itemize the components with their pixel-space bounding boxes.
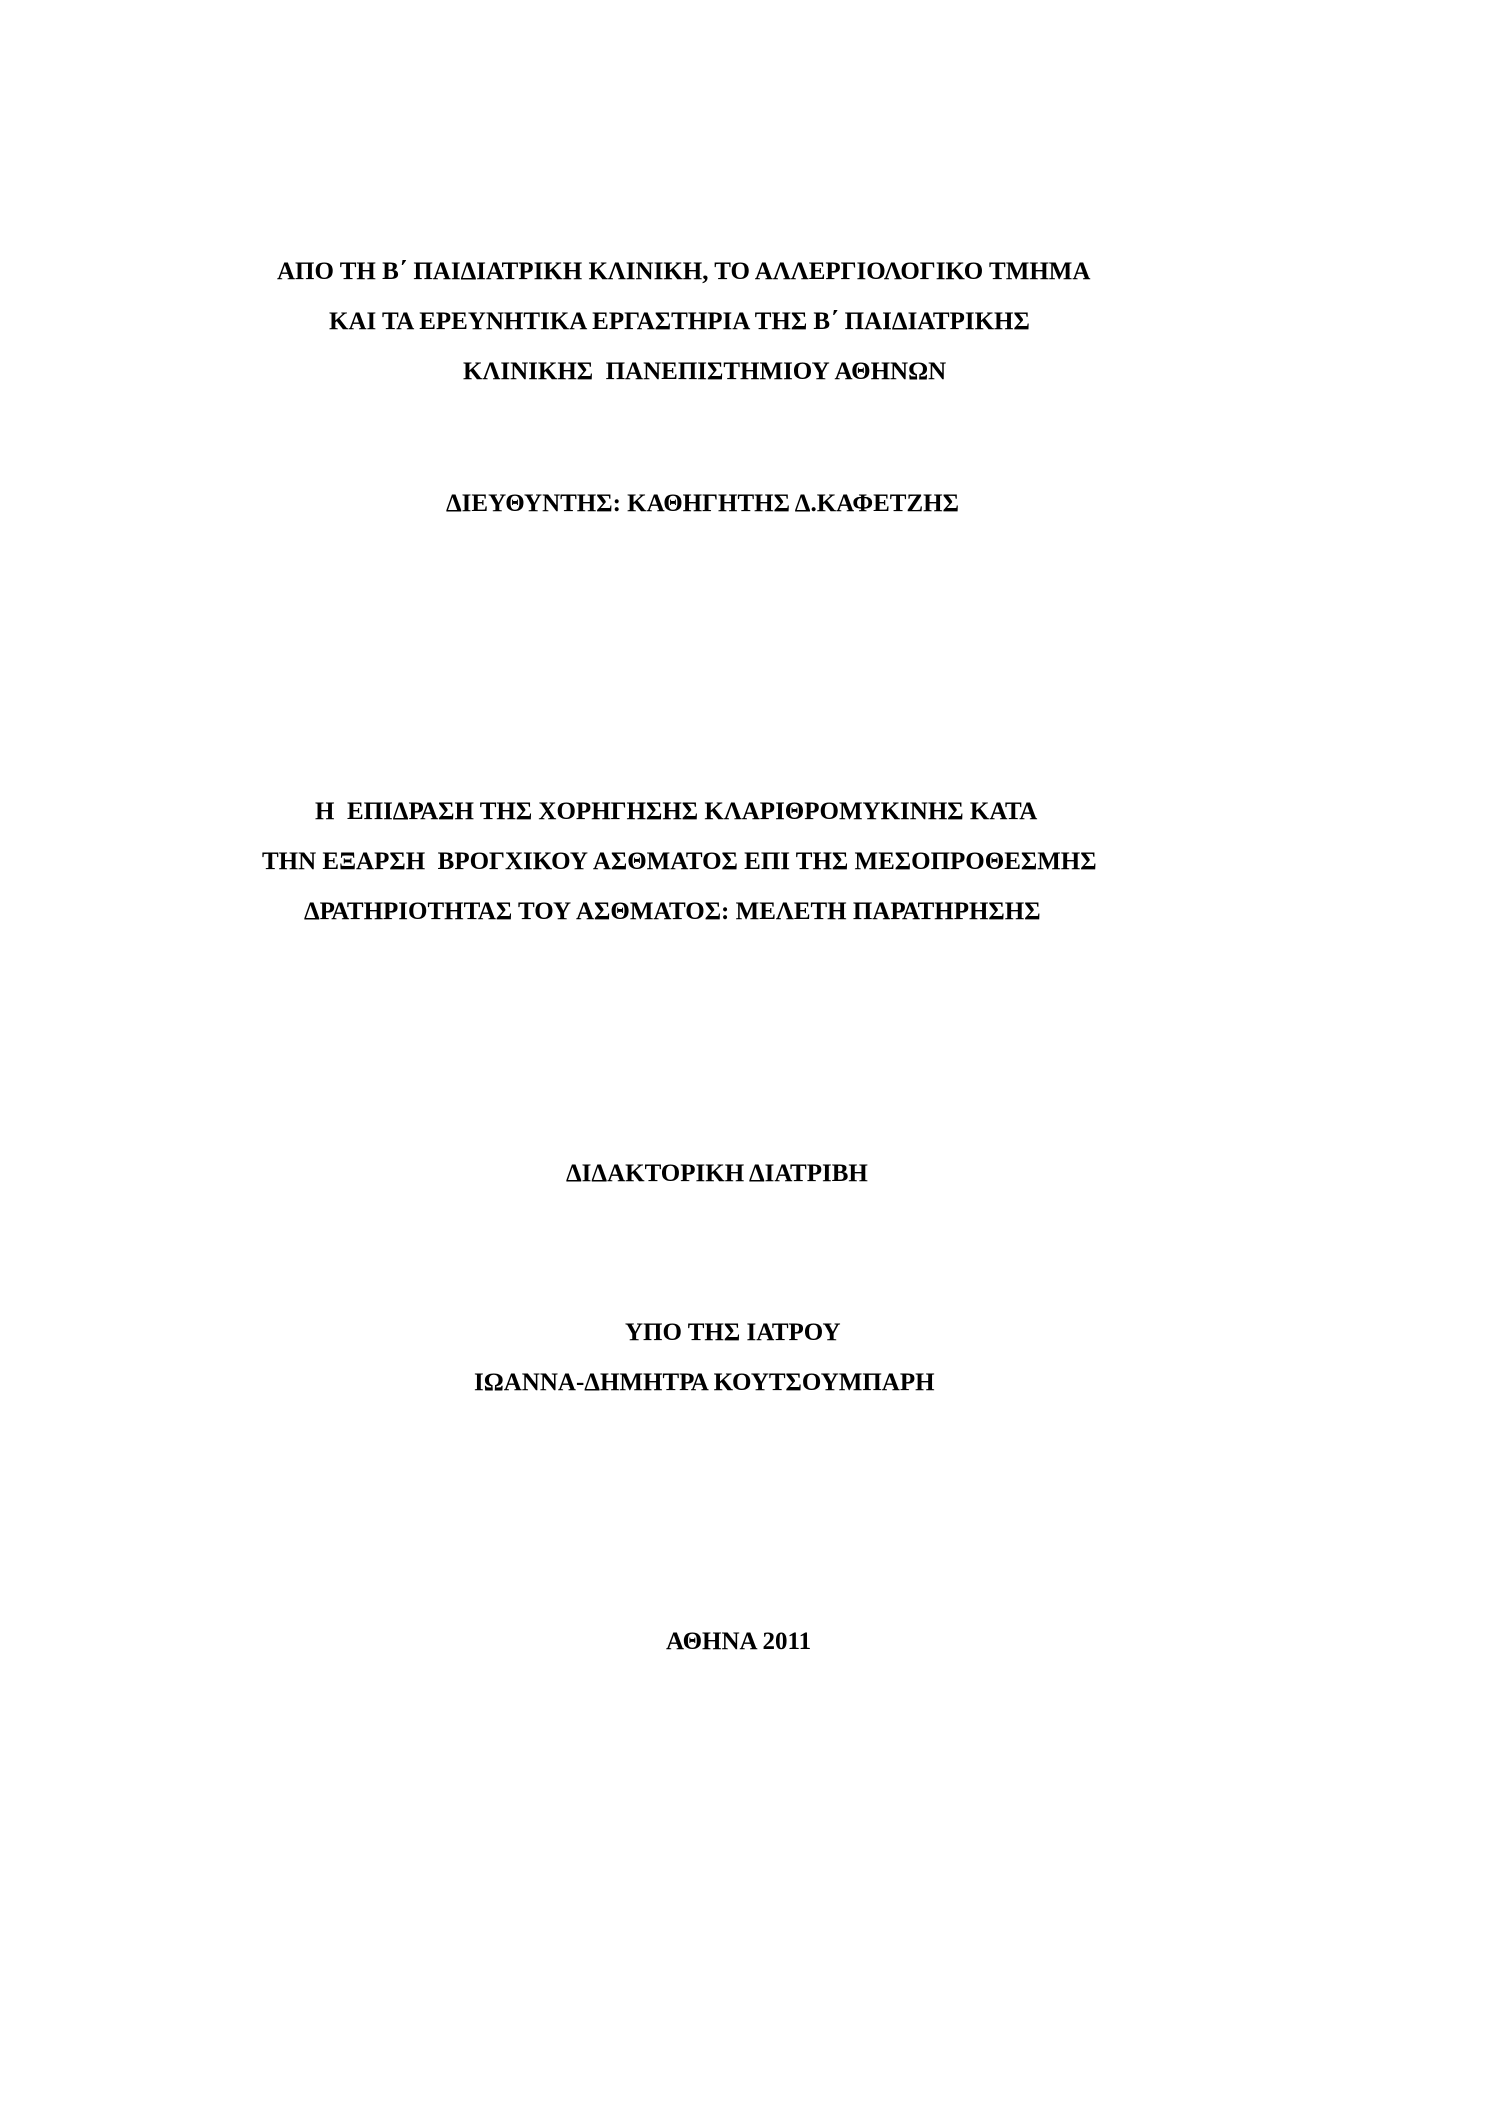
thesis-type: ΔΙΔΑΚΤΟΡΙΚΗ ΔΙΑΤΡΙΒΗ [566,1160,868,1187]
institution-line-2: ΚΑΙ ΤΑ ΕΡΕΥΝΗΤΙΚΑ ΕΡΓΑΣΤΗΡΙΑ ΤΗΣ Β΄ ΠΑΙΔΙΑΤΡΙΚΗΣ [329,308,1030,335]
director-line: ΔΙΕΥΘΥΝΤΗΣ: ΚΑΘΗΓΗΤΗΣ Δ.ΚΑΦΕΤΖΗΣ [446,490,959,517]
author-by-line: ΥΠΟ ΤΗΣ ΙΑΤΡΟΥ [625,1319,841,1346]
institution-line-1: ΑΠΟ ΤΗ Β΄ ΠΑΙΔΙΑΤΡΙΚΗ ΚΛΙΝΙΚΗ, ΤΟ ΑΛΛΕΡΓΙΟΛΟΓΙΚΟ ΤΜΗΜΑ [277,258,1091,285]
institution-line-3: ΚΛΙΝΙΚΗΣ ΠΑΝΕΠΙΣΤΗΜΙΟΥ ΑΘΗΝΩΝ [463,358,947,385]
place-year: ΑΘΗΝΑ 2011 [666,1628,812,1655]
author-name: ΙΩΑΝΝΑ-ΔΗΜΗΤΡΑ ΚΟΥΤΣΟΥΜΠΑΡΗ [474,1369,935,1396]
thesis-title-line-3: ΔΡΑΤΗΡΙΟΤΗΤΑΣ ΤΟΥ ΑΣΘΜΑΤΟΣ: ΜΕΛΕΤΗ ΠΑΡΑΤΗΡΗΣΗΣ [304,898,1041,925]
thesis-title-line-1: Η ΕΠΙΔΡΑΣΗ ΤΗΣ ΧΟΡΗΓΗΣΗΣ ΚΛΑΡΙΘΡΟΜΥΚΙΝΗΣ ΚΑΤΑ [315,798,1038,825]
thesis-title-line-2: ΤΗΝ ΕΞΑΡΣΗ ΒΡΟΓΧΙΚΟΥ ΑΣΘΜΑΤΟΣ ΕΠΙ ΤΗΣ ΜΕΣΟΠΡΟΘΕΣΜΗΣ [262,848,1097,875]
